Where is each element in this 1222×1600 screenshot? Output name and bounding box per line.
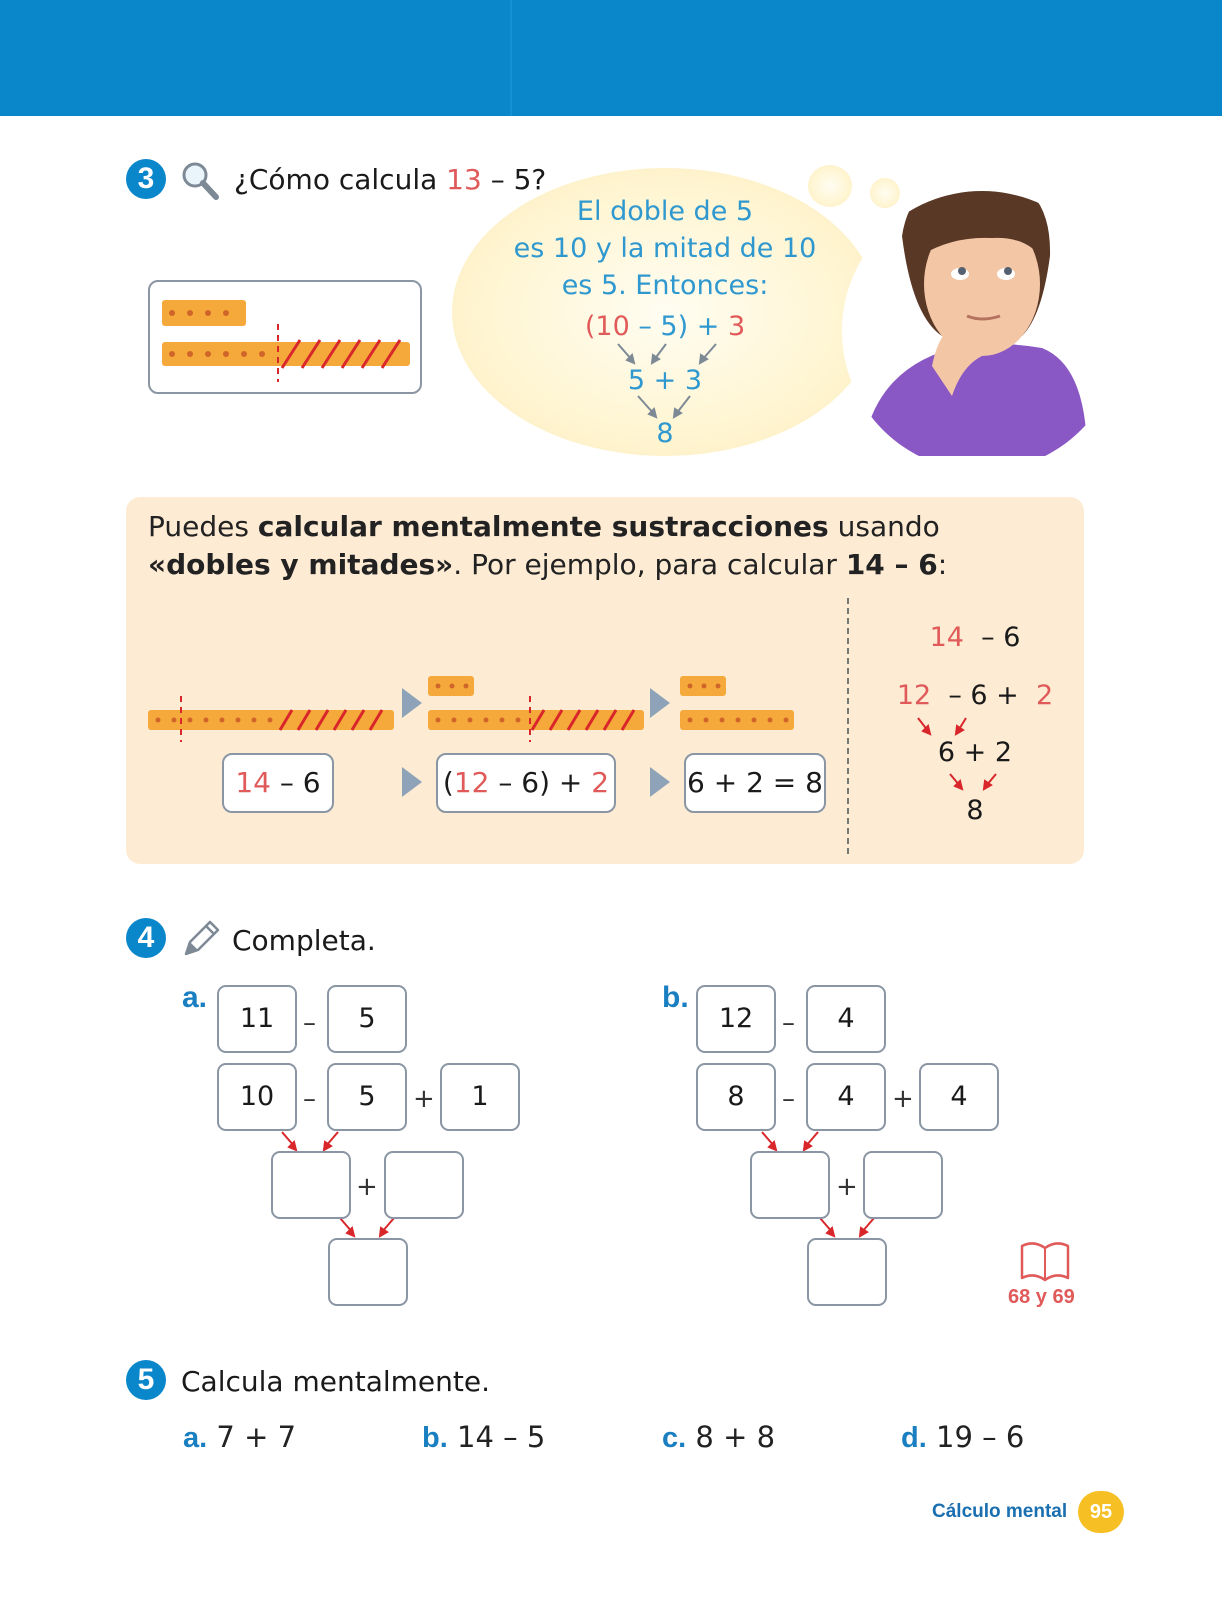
b-sum-plus: +: [836, 1172, 858, 1202]
bubble-text: El doble de 5 es 10 y la mitad de 10 es 5. Entonces:: [513, 196, 817, 301]
step-arrow-icon: [402, 688, 422, 718]
b-top-minus: –: [782, 1008, 795, 1038]
calc-item-a: a. 7 + 7: [183, 1420, 297, 1454]
dashed-divider: [847, 598, 849, 854]
a-mid-right-box: 1: [440, 1063, 520, 1131]
b-mid-minus: –: [782, 1084, 795, 1114]
exercise-5-number: 5: [126, 1360, 166, 1400]
a-mid-plus: +: [413, 1084, 435, 1114]
b-sum-right-box[interactable]: [863, 1151, 943, 1219]
bubble-result: 8: [656, 418, 674, 449]
b-top-left-box: 12: [696, 985, 776, 1053]
bubble-step2: 5 + 3: [627, 365, 703, 396]
calc-item-b: b. 14 – 5: [422, 1420, 546, 1454]
step-arrow-icon: [650, 767, 670, 797]
a-top-minus: –: [303, 1008, 316, 1038]
step-box-1: 14 – 6: [222, 753, 334, 813]
b-sum-left-box[interactable]: [750, 1151, 830, 1219]
b-mid-plus: +: [892, 1084, 914, 1114]
a-result-box[interactable]: [328, 1238, 408, 1306]
exercise-4-number: 4: [126, 918, 166, 958]
exercise-5-title: Calcula mentalmente.: [181, 1365, 490, 1398]
exercise-3-number: 3: [126, 159, 166, 199]
b-result-box[interactable]: [807, 1238, 887, 1306]
tree-row-2: 12 – 6 + 2: [896, 680, 1054, 711]
step-arrow-icon: [650, 688, 670, 718]
strip-drawing: [150, 282, 420, 392]
calc-item-c: c. 8 + 8: [662, 1420, 776, 1454]
a-mid-minus: –: [303, 1084, 316, 1114]
rule-strips: [140, 660, 840, 750]
header-band: [0, 0, 1222, 116]
b-mid-left-box: 8: [696, 1063, 776, 1131]
page-number: 95: [1078, 1491, 1124, 1533]
magnifier-icon: [180, 160, 220, 202]
a-sum-plus: +: [356, 1172, 378, 1202]
tree-row-1: 14 – 6: [929, 622, 1021, 653]
a-sum-right-box[interactable]: [384, 1151, 464, 1219]
step-arrow-icon: [402, 767, 422, 797]
rule-explanation: Puedes calcular mentalmente sustracciones usando «dobles y mitades». Por ejemplo, para calcular 14 – 6:: [148, 510, 948, 581]
b-mid-right-box: 4: [919, 1063, 999, 1131]
b-mid-center-box: 4: [806, 1063, 886, 1131]
a-mid-left-box: 10: [217, 1063, 297, 1131]
book-icon: [1018, 1238, 1072, 1284]
a-sum-left-box[interactable]: [271, 1151, 351, 1219]
b-top-right-box: 4: [806, 985, 886, 1053]
exercise-3-question: ¿Cómo calcula 13 – 5?: [234, 163, 547, 196]
section-name: Cálculo mental: [932, 1501, 1068, 1522]
tree-row-3: 6 + 2: [937, 737, 1013, 768]
exercise-4-title: Completa.: [232, 924, 376, 957]
tree-row-4: 8: [966, 795, 984, 826]
item-a-label: a.: [182, 981, 208, 1014]
item-b-label: b.: [662, 981, 689, 1014]
strip-illustration: [148, 280, 422, 394]
step-box-2: (12 – 6) + 2: [436, 753, 616, 813]
pencil-icon: [180, 918, 220, 960]
thinking-boy-illustration: [842, 166, 1087, 456]
bubble-expression: (10 – 5) + 3: [584, 311, 746, 342]
a-mid-center-box: 5: [327, 1063, 407, 1131]
a-top-left-box: 11: [217, 985, 297, 1053]
a-top-right-box: 5: [327, 985, 407, 1053]
page-reference: 68 y 69: [1008, 1286, 1075, 1308]
calc-item-d: d. 19 – 6: [901, 1420, 1025, 1454]
step-box-3: 6 + 2 = 8: [684, 753, 826, 813]
